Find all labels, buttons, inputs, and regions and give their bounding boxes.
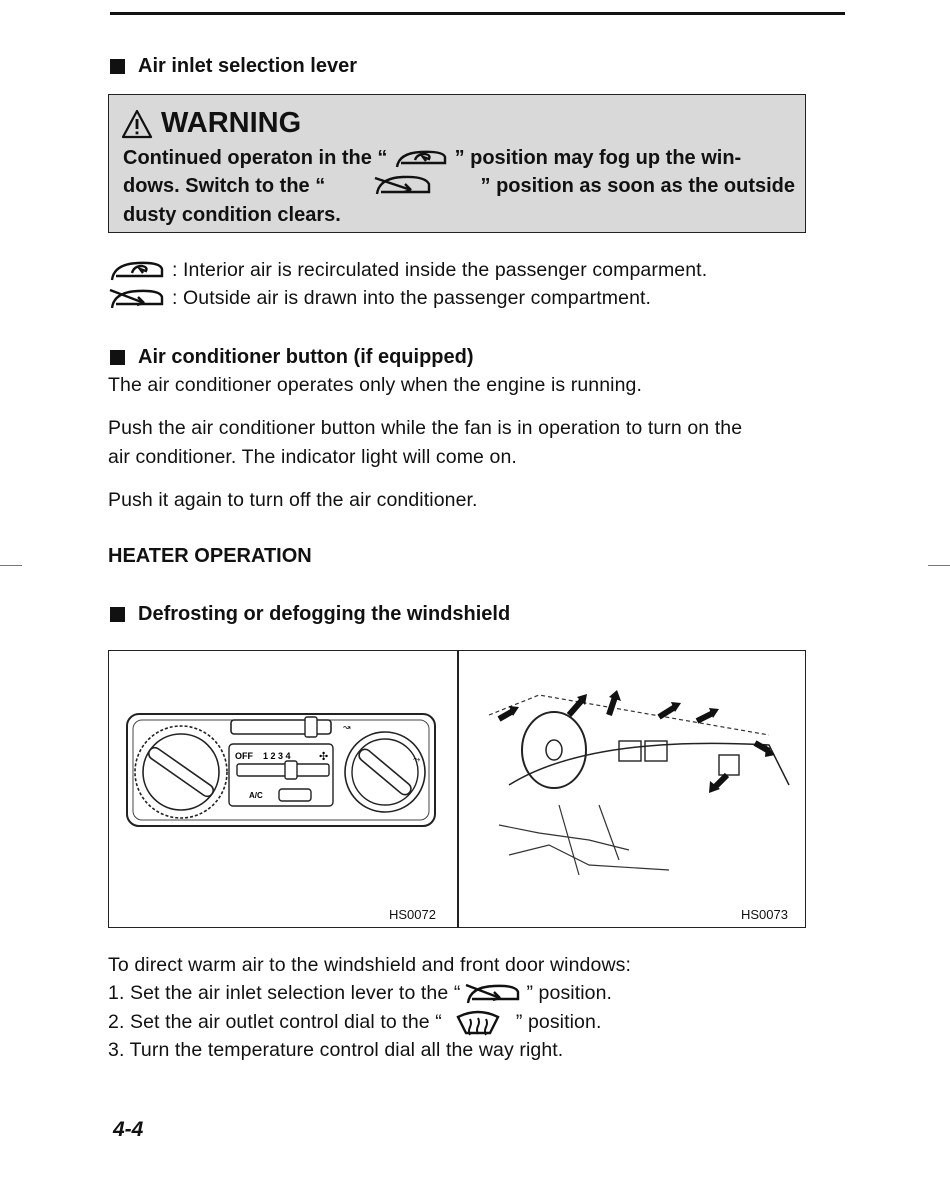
- ac-heading: Air conditioner button (if equipped): [110, 346, 474, 369]
- warning-line-3: dusty condition clears.: [123, 204, 341, 226]
- fan-speed-labels: 1 2 3 4: [263, 751, 291, 761]
- instructions-intro: To direct warm air to the windshield and front door windows:: [108, 954, 631, 976]
- outside-air-icon: [373, 172, 433, 198]
- ac-paragraph-3: Push it again to turn off the air conditioner.: [108, 489, 478, 511]
- ac-paragraph-2-line-2: air conditioner. The indicator light will come on.: [108, 446, 517, 468]
- fan-icon: ✣: [319, 750, 329, 763]
- outside-air-icon: [464, 981, 522, 1007]
- ac-paragraph-2-line-1: Push the air conditioner button while the fan is in operation to turn on the: [108, 417, 743, 439]
- square-bullet-icon: [110, 607, 125, 622]
- instruction-step-3: 3. Turn the temperature control dial all the way right.: [108, 1039, 564, 1061]
- instruction-step-1: 1. Set the air inlet selection lever to the “ ” position.: [108, 979, 612, 1008]
- dashboard-airflow-illustration: [469, 675, 799, 895]
- instruction-step-2: 2. Set the air outlet control dial to the “ ” position.: [108, 1008, 601, 1037]
- svg-text:↝: ↝: [343, 722, 351, 732]
- warning-triangle-icon: [121, 109, 153, 139]
- recirculate-air-icon: [393, 147, 449, 171]
- warning-line-1: Continued operaton in the “ ” position may fog up the win-: [123, 147, 742, 169]
- figure-divider: [457, 651, 459, 927]
- figure-box: [108, 650, 806, 928]
- figure-code-right: HS0073: [741, 907, 788, 922]
- warning-line-2: dows. Switch to the “ ” position as soon as the outside: [123, 172, 795, 200]
- crop-mark-right: [928, 565, 950, 566]
- heater-heading: HEATER OPERATION: [108, 545, 312, 567]
- warning-title: WARNING: [121, 107, 301, 140]
- top-rule: [110, 12, 845, 15]
- heater-control-panel-illustration: [121, 706, 441, 846]
- air-inlet-heading: Air inlet selection lever: [110, 55, 357, 78]
- page-number: 4-4: [113, 1118, 144, 1141]
- square-bullet-icon: [110, 59, 125, 74]
- figure-code-left: HS0072: [389, 907, 436, 922]
- square-bullet-icon: [110, 350, 125, 365]
- crop-mark-left: [0, 565, 22, 566]
- warning-box: [108, 94, 806, 233]
- recirculate-air-icon: [108, 258, 166, 284]
- svg-text:⤳: ⤳: [413, 754, 421, 764]
- defrost-heading: Defrosting or defogging the windshield: [110, 603, 510, 626]
- fan-off-label: OFF: [235, 751, 253, 761]
- outside-air-icon: [108, 286, 166, 312]
- legend-outside: : Outside air is drawn into the passenger compartment.: [108, 284, 651, 313]
- ac-paragraph-1: The air conditioner operates only when the engine is running.: [108, 374, 643, 396]
- defrost-icon: [448, 1009, 508, 1037]
- ac-label: A/C: [249, 791, 263, 800]
- legend-recirculate: : Interior air is recirculated inside the passenger comparment.: [108, 256, 707, 285]
